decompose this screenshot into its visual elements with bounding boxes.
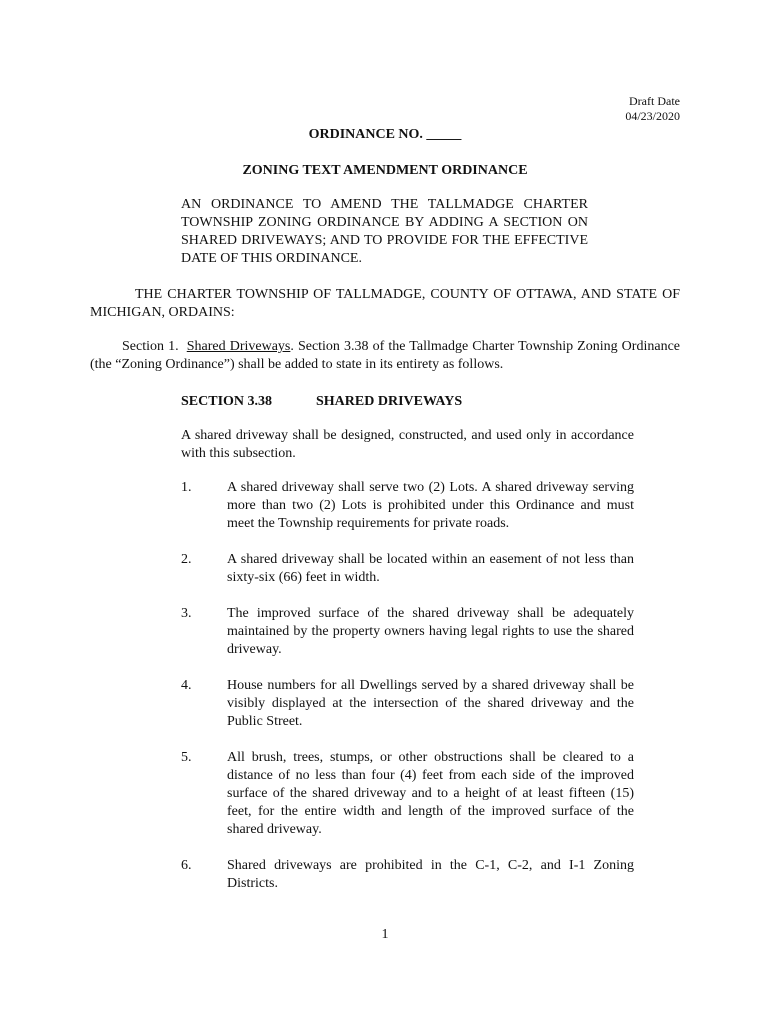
list-item-text: A shared driveway shall serve two (2) Lots. A shared driveway serving more than two (2) Lots is prohibited under this Ordinance and must meet the Township requirements for private roads.: [227, 480, 634, 531]
list-item-number: 2.: [181, 552, 192, 567]
section-1-heading: Shared Driveways: [186, 339, 291, 354]
section-1-prefix: Section 1.: [122, 339, 179, 354]
list-item-number: 5.: [181, 750, 192, 765]
list-item-number: 4.: [181, 678, 192, 693]
list-item-number: 6.: [181, 858, 192, 873]
list-item-text: A shared driveway shall be located within an easement of not less than sixty-six (66) feet in width.: [227, 552, 634, 585]
list-item-text: House numbers for all Dwellings served by a shared driveway shall be visibly displayed at the intersection of the shared driveway and the Public Street.: [227, 678, 634, 729]
page-number: 1: [381, 927, 389, 942]
section-heading: [181, 393, 462, 411]
requirements-list: [181, 479, 634, 911]
list-item: [181, 479, 634, 533]
ordinance-purpose: AN ORDINANCE TO AMEND THE TALLMADGE CHARTER TOWNSHIP ZONING ORDINANCE BY ADDING A SECTION ON SHARED DRIVEWAYS; AND TO PROVIDE FOR THE EFFECTIVE DATE OF THIS ORDINANCE.: [181, 197, 588, 266]
list-item: [181, 857, 634, 893]
list-item: [181, 677, 634, 731]
list-item-text: Shared driveways are prohibited in the C-1, C-2, and I-1 Zoning Districts.: [227, 858, 634, 891]
list-item: [181, 551, 634, 587]
section-number: SECTION 3.38: [181, 394, 273, 409]
section-title: SHARED DRIVEWAYS: [316, 394, 463, 409]
section-1-paragraph: [90, 338, 680, 374]
list-item-text: The improved surface of the shared driveway shall be adequately maintained by the property owners having legal rights to use the shared driveway.: [227, 606, 634, 657]
ordinance-title: ZONING TEXT AMENDMENT ORDINANCE: [242, 163, 528, 178]
list-item-number: 3.: [181, 606, 192, 621]
section-intro: A shared driveway shall be designed, constructed, and used only in accordance with this subsection.: [181, 428, 634, 461]
enactment-clause: THE CHARTER TOWNSHIP OF TALLMADGE, COUNTY OF OTTAWA, AND STATE OF MICHIGAN, ORDAINS:: [90, 287, 680, 320]
draft-date-block: [625, 94, 680, 124]
draft-date-value: 04/23/2020: [625, 109, 680, 123]
list-item-text: All brush, trees, stumps, or other obstructions shall be cleared to a distance of no less than four (4) feet from each side of the improved surface of the shared driveway and to a height of at least fifteen (15) feet, for the entire width and length of the improved surface of the shared driveway.: [227, 750, 634, 837]
list-item-number: 1.: [181, 480, 192, 495]
list-item: [181, 605, 634, 659]
ordinance-number: ORDINANCE NO. _____: [308, 127, 462, 142]
list-item: [181, 749, 634, 839]
draft-date-label: Draft Date: [629, 94, 680, 108]
section-1-body: . Section 3.38 of the Tallmadge Charter Township Zoning Ordinance (the “Zoning Ordinance”) shall be added to state in its entirety as follows.: [90, 339, 680, 372]
